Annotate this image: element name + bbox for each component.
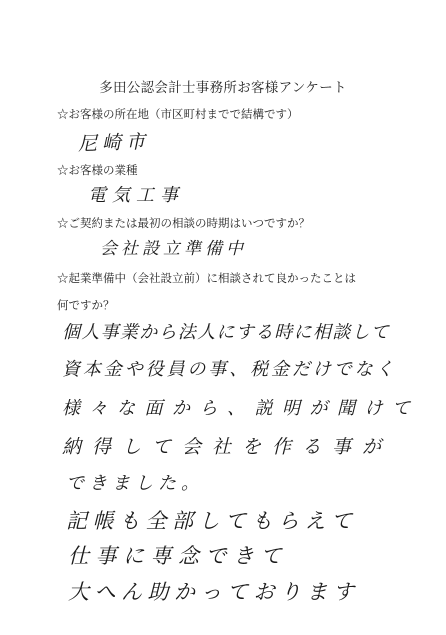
question-industry: ☆お客様の業種 <box>57 163 138 177</box>
answer-location: 尼崎市 <box>77 130 151 156</box>
answer-industry: 電気工事 <box>88 185 184 206</box>
answer-benefit-line: 大へん助かっております <box>68 580 360 604</box>
question-location: ☆お客様の所在地（市区町村までで結構です） <box>57 107 299 121</box>
question-benefit-line2: 何ですか？ <box>57 298 115 312</box>
answer-benefit-line: 資本金や役員の事、税金だけでなく <box>62 359 397 380</box>
answer-benefit-line: 様々な面から、説明が聞けて <box>62 398 420 419</box>
answer-benefit-line: 納得して会社を作る事が <box>62 436 393 458</box>
answer-benefit-line: 個人事業から法人にする時に相談して <box>62 322 391 343</box>
question-benefit-line1: ☆起業準備中（会社設立前）に相談されて良かったことは <box>57 271 356 285</box>
answer-benefit-line: 仕事に専念できて <box>68 544 288 568</box>
survey-title: 多田公認会計士事務所お客様アンケート <box>99 80 347 96</box>
answer-benefit-line: 記帳も全部してもらえて <box>66 509 358 533</box>
answer-benefit-line: できました。 <box>66 473 204 494</box>
question-contract-timing: ☆ご契約または最初の相談の時期はいつですか？ <box>57 216 310 230</box>
answer-contract-timing: 会社設立準備中 <box>100 239 247 259</box>
